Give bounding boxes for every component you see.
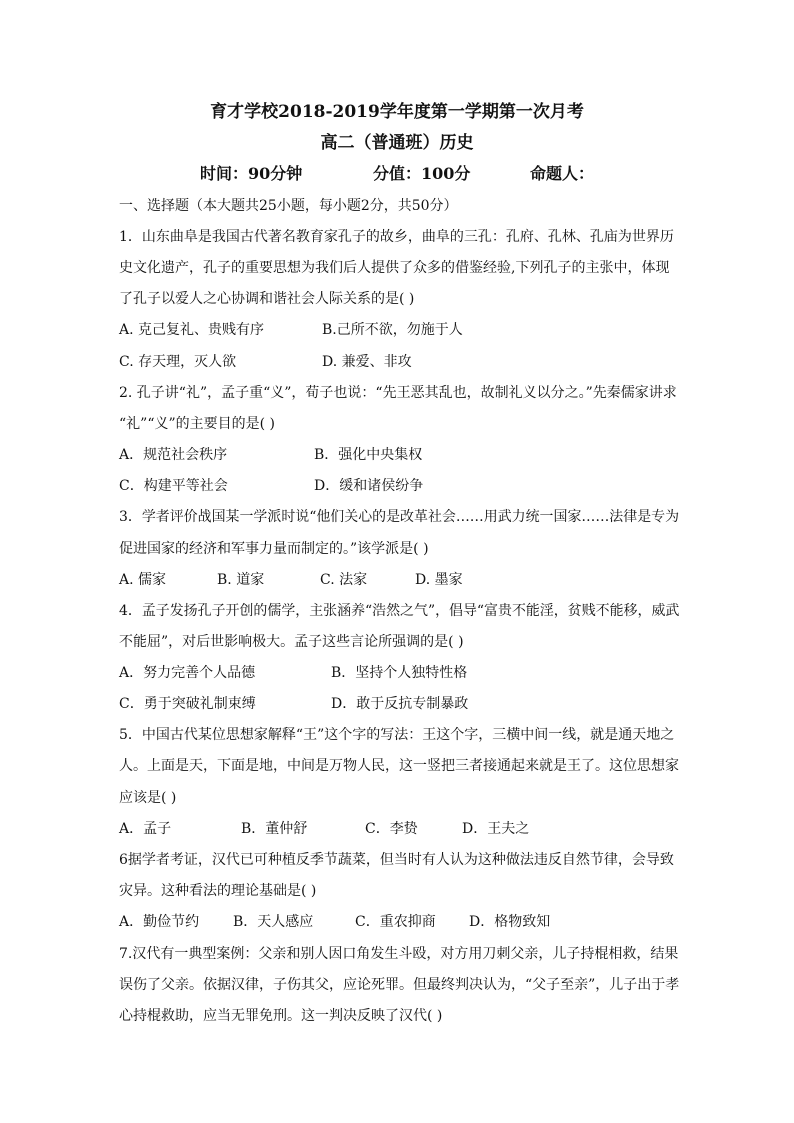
question-7-line-2: 误伤了父亲。依据汉律，子伤其父，应论死罪。但最终判决认为，“父子至亲”，儿子出于孝 [119, 977, 680, 993]
question-1-option-b: B.己所不欲，勿施于人 [322, 322, 463, 338]
question-6-option-d: D．格物致知 [469, 914, 551, 930]
question-5-option-c: C．李贽 [365, 821, 418, 837]
question-4-line-2: 不能屈”，对后世影响极大。孟子这些言论所强调的是( ) [119, 634, 464, 650]
question-4-option-a: A．努力完善个人品德 [119, 665, 256, 681]
question-4-options-row-1 [119, 664, 679, 682]
question-3-option-c: C. 法家 [320, 572, 368, 588]
question-4-line-1: 4．孟子发扬孔子开创的儒学，主张涵养“浩然之气”，倡导“富贵不能淫，贫贱不能移，威武 [119, 603, 680, 619]
question-2-options-row-2 [119, 477, 679, 495]
exam-score: 分值：100分 [373, 164, 471, 183]
question-3-option-b: B. 道家 [217, 572, 265, 588]
question-1-line-3: 了孔子以爱人之心协调和谐社会人际关系的是( ) [119, 291, 415, 307]
question-2-line-2: “礼”“义”的主要目的是( ) [119, 416, 276, 432]
question-4-option-b: B．坚持个人独特性格 [331, 665, 468, 681]
question-6-option-b: B．天人感应 [233, 914, 314, 930]
exam-subtitle: 高二（普通班）历史 [320, 133, 474, 153]
question-5-option-d: D．王夫之 [462, 821, 530, 837]
question-1-options-row-2 [119, 353, 679, 371]
exam-author: 命题人： [530, 164, 595, 183]
question-6-line-1: 6据学者考证，汉代已可种植反季节蔬菜，但当时有人认为这种做法违反自然节律，会导致 [119, 852, 674, 868]
question-5-line-2: 人。上面是天，下面是地，中间是万物人民，这一竖把三者接通起来就是王了。这位思想家 [119, 758, 679, 774]
question-6-options-row [119, 913, 679, 931]
question-1-line-1: 1．山东曲阜是我国古代著名教育家孔子的故乡，曲阜的三孔：孔府、孔林、孔庙为世界历 [119, 229, 674, 245]
question-1-option-c: C. 存天理，灭人欲 [119, 354, 237, 370]
question-2-option-d: D．缓和诸侯纷争 [314, 478, 424, 494]
exam-title: 育才学校2018-2019学年度第一学期第一次月考 [210, 102, 584, 122]
question-1-line-2: 史文化遗产，孔子的重要思想为我们后人提供了众多的借鉴经验,下列孔子的主张中，体现 [119, 260, 670, 276]
question-5-line-3: 应该是( ) [119, 790, 177, 806]
question-1-option-a: A. 克己复礼、贵贱有序 [119, 322, 265, 338]
question-3-option-a: A. 儒家 [119, 572, 167, 588]
question-3-line-2: 促进国家的经济和军事力量而制定的。”该学派是( ) [119, 541, 429, 557]
question-3-line-1: 3．学者评价战国某一学派时说“他们关心的是改革社会……用武力统一国家……法律是专为 [119, 509, 680, 525]
question-5-options-row [119, 820, 679, 838]
question-4-options-row-2 [119, 695, 679, 713]
question-2-options-row-1 [119, 446, 679, 464]
question-3-option-d: D. 墨家 [415, 572, 463, 588]
question-3-options-row [119, 571, 679, 589]
question-6-option-a: A．勤俭节约 [119, 914, 200, 930]
question-2-option-b: B．强化中央集权 [314, 447, 423, 463]
question-2-option-a: A．规范社会秩序 [119, 447, 228, 463]
question-6-option-c: C．重农抑商 [355, 914, 436, 930]
question-2-line-1: 2. 孔子讲“礼”，孟子重“义”，荀子也说：“先王恶其乱也，故制礼义以分之。”先秦儒家讲求 [119, 385, 677, 401]
section-heading: 一、选择题（本大题共25小题，每小题2分，共50分） [119, 198, 458, 214]
question-4-option-d: D．敢于反抗专制暴政 [331, 696, 469, 712]
question-4-option-c: C．勇于突破礼制束缚 [119, 696, 256, 712]
exam-time: 时间：90分钟 [200, 164, 303, 183]
question-2-option-c: C．构建平等社会 [119, 478, 228, 494]
question-1-options-row-1 [119, 321, 679, 339]
question-5-option-b: B．董仲舒 [241, 821, 308, 837]
question-6-line-2: 灾异。这种看法的理论基础是( ) [119, 883, 317, 899]
question-7-line-3: 心持棍救助，应当无罪免刑。这一判决反映了汉代( ) [119, 1008, 443, 1024]
question-7-line-1: 7.汉代有一典型案例：父亲和别人因口角发生斗殴，对方用刀刺父亲，儿子持棍相救，结果 [119, 946, 679, 962]
question-5-line-1: 5．中国古代某位思想家解释“王”这个字的写法：王这个字，三横中间一线，就是通天地之 [119, 727, 675, 743]
question-1-option-d: D. 兼爱、非攻 [322, 354, 412, 370]
question-5-option-a: A．孟子 [119, 821, 172, 837]
